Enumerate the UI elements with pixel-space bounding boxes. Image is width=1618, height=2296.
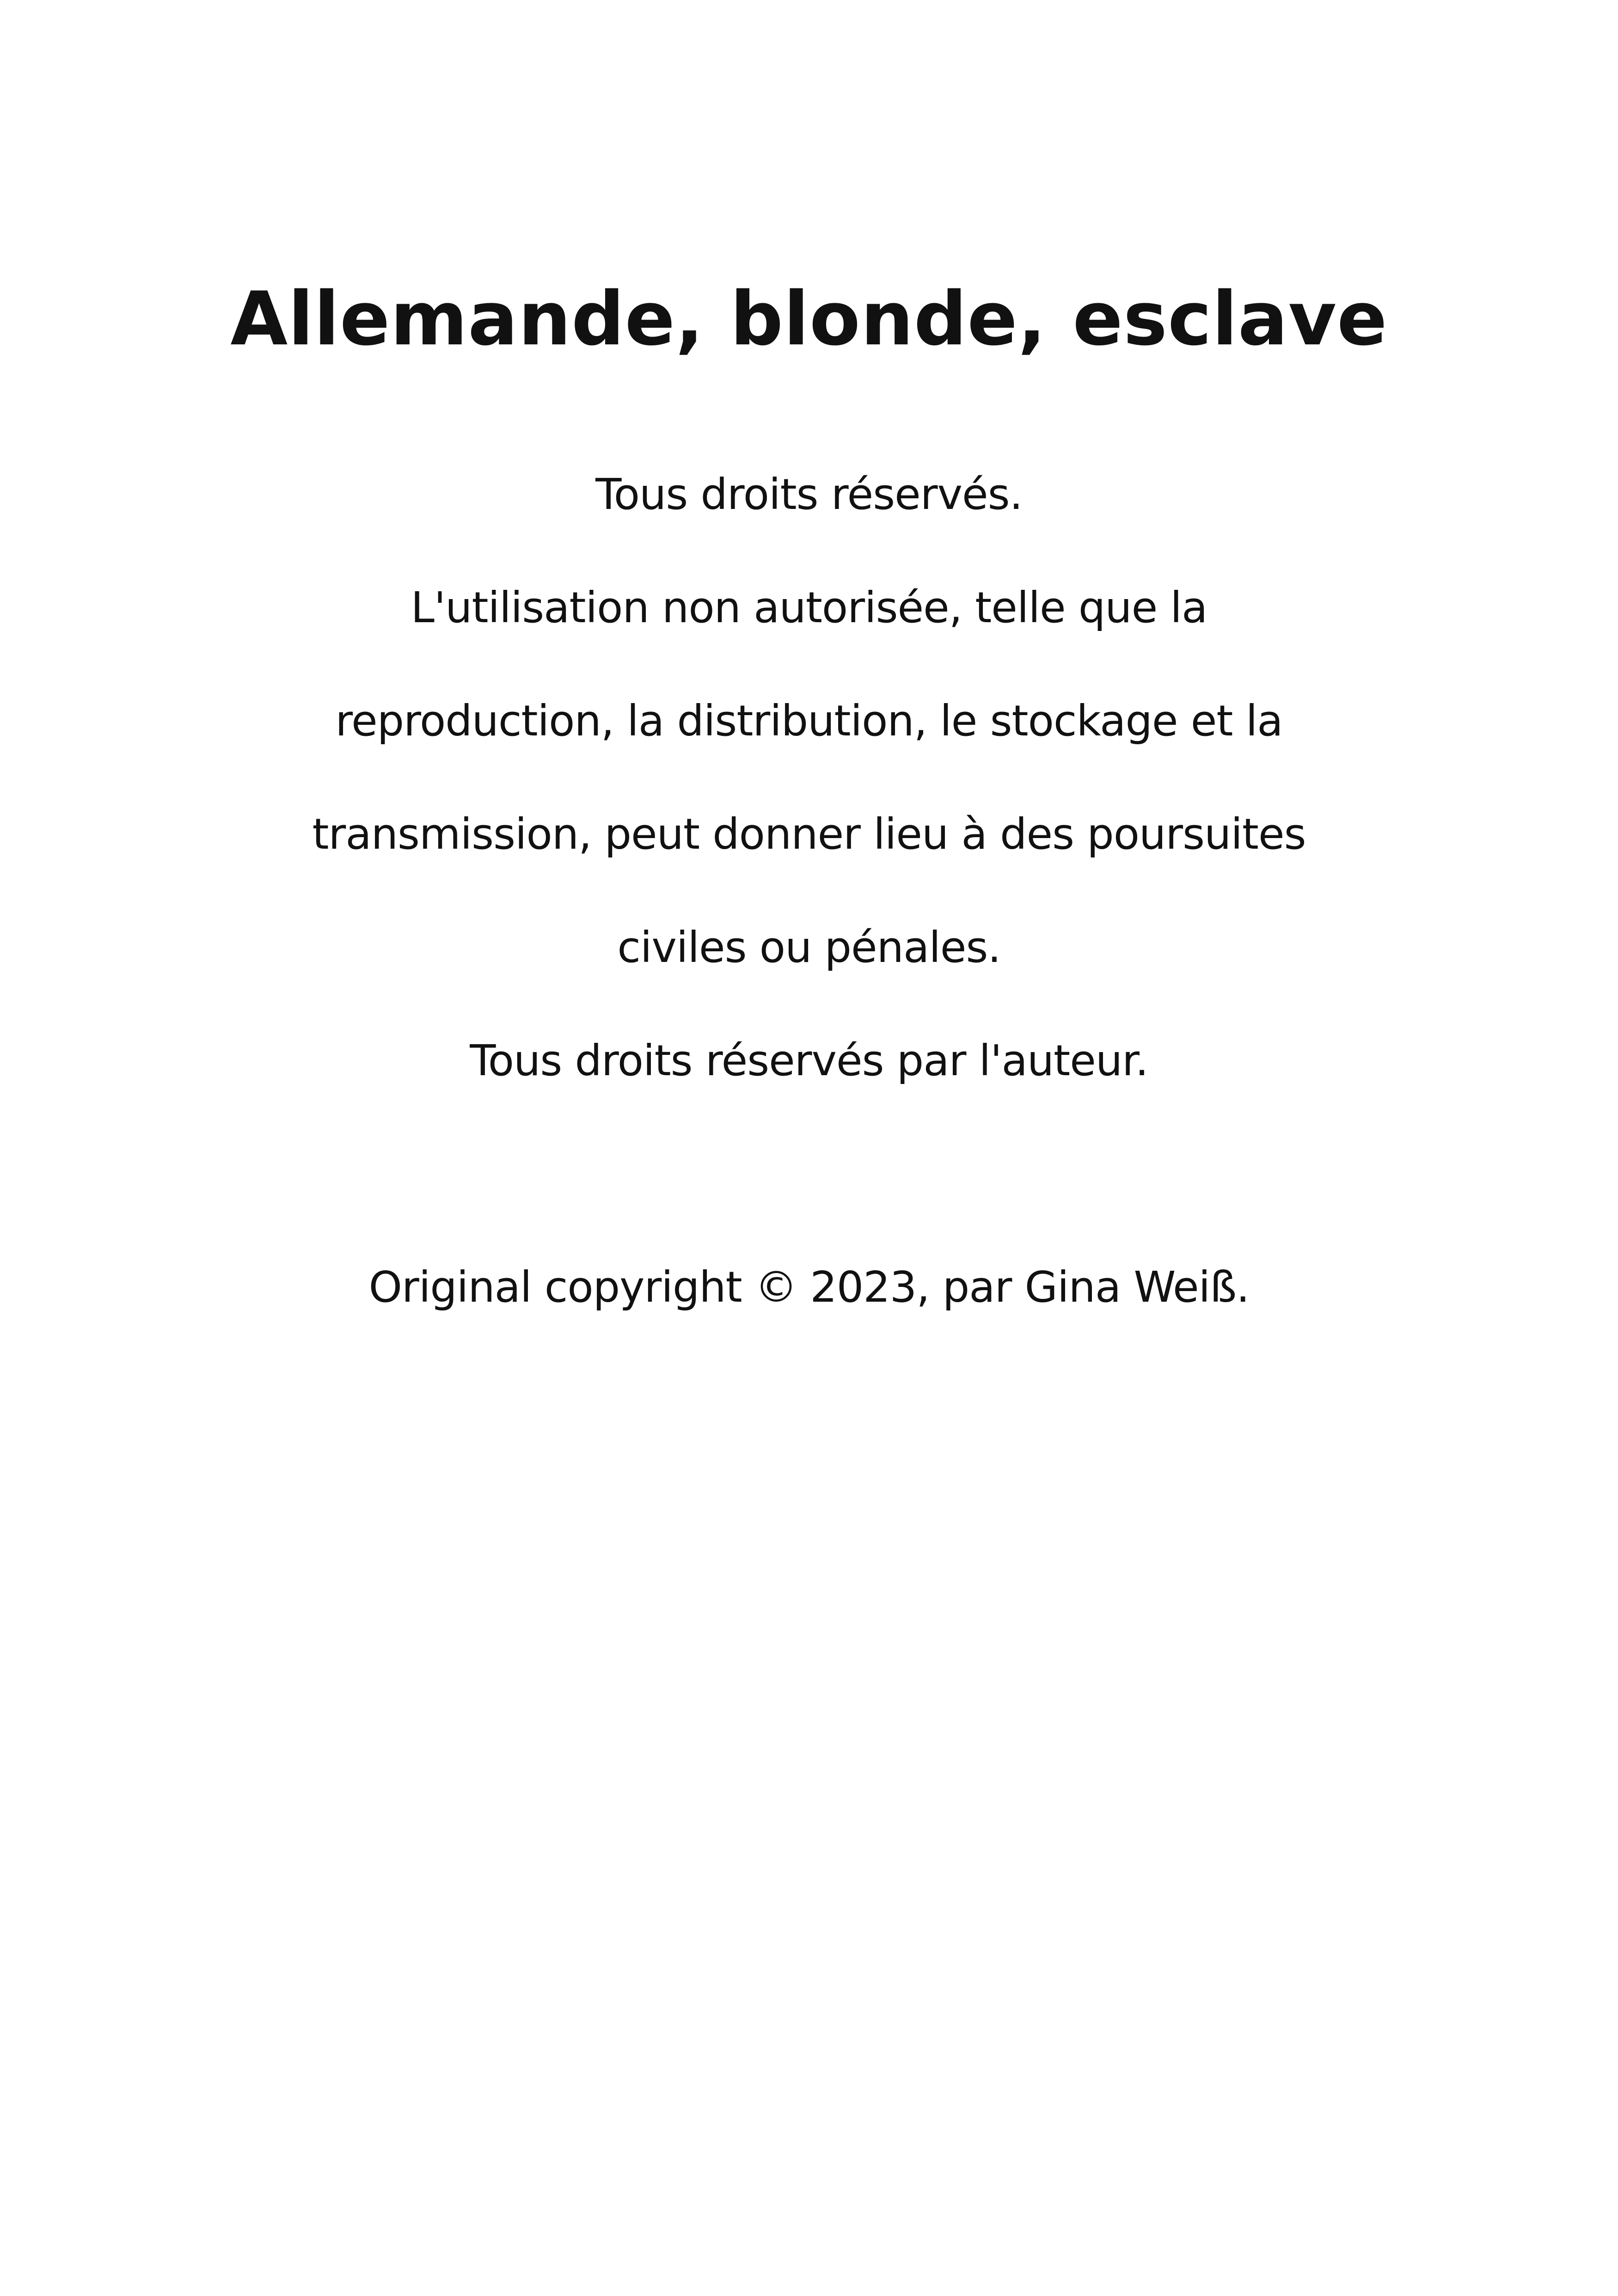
rights-line: Tous droits réservés.	[595, 470, 1023, 519]
notice-line: L'utilisation non autorisée, telle que la	[411, 583, 1207, 632]
notice-line: transmission, peut donner lieu à des poursuites	[312, 809, 1306, 859]
copyright-notice: Original copyright © 2023, par Gina Weiß.	[368, 1262, 1250, 1312]
page-title: Allemande, blonde, esclave	[230, 276, 1388, 362]
notice-line: civiles ou pénales.	[617, 923, 1001, 972]
author-rights-line: Tous droits réservés par l'auteur.	[470, 1036, 1148, 1085]
notice-line: reproduction, la distribution, le stockage et la	[335, 696, 1283, 746]
